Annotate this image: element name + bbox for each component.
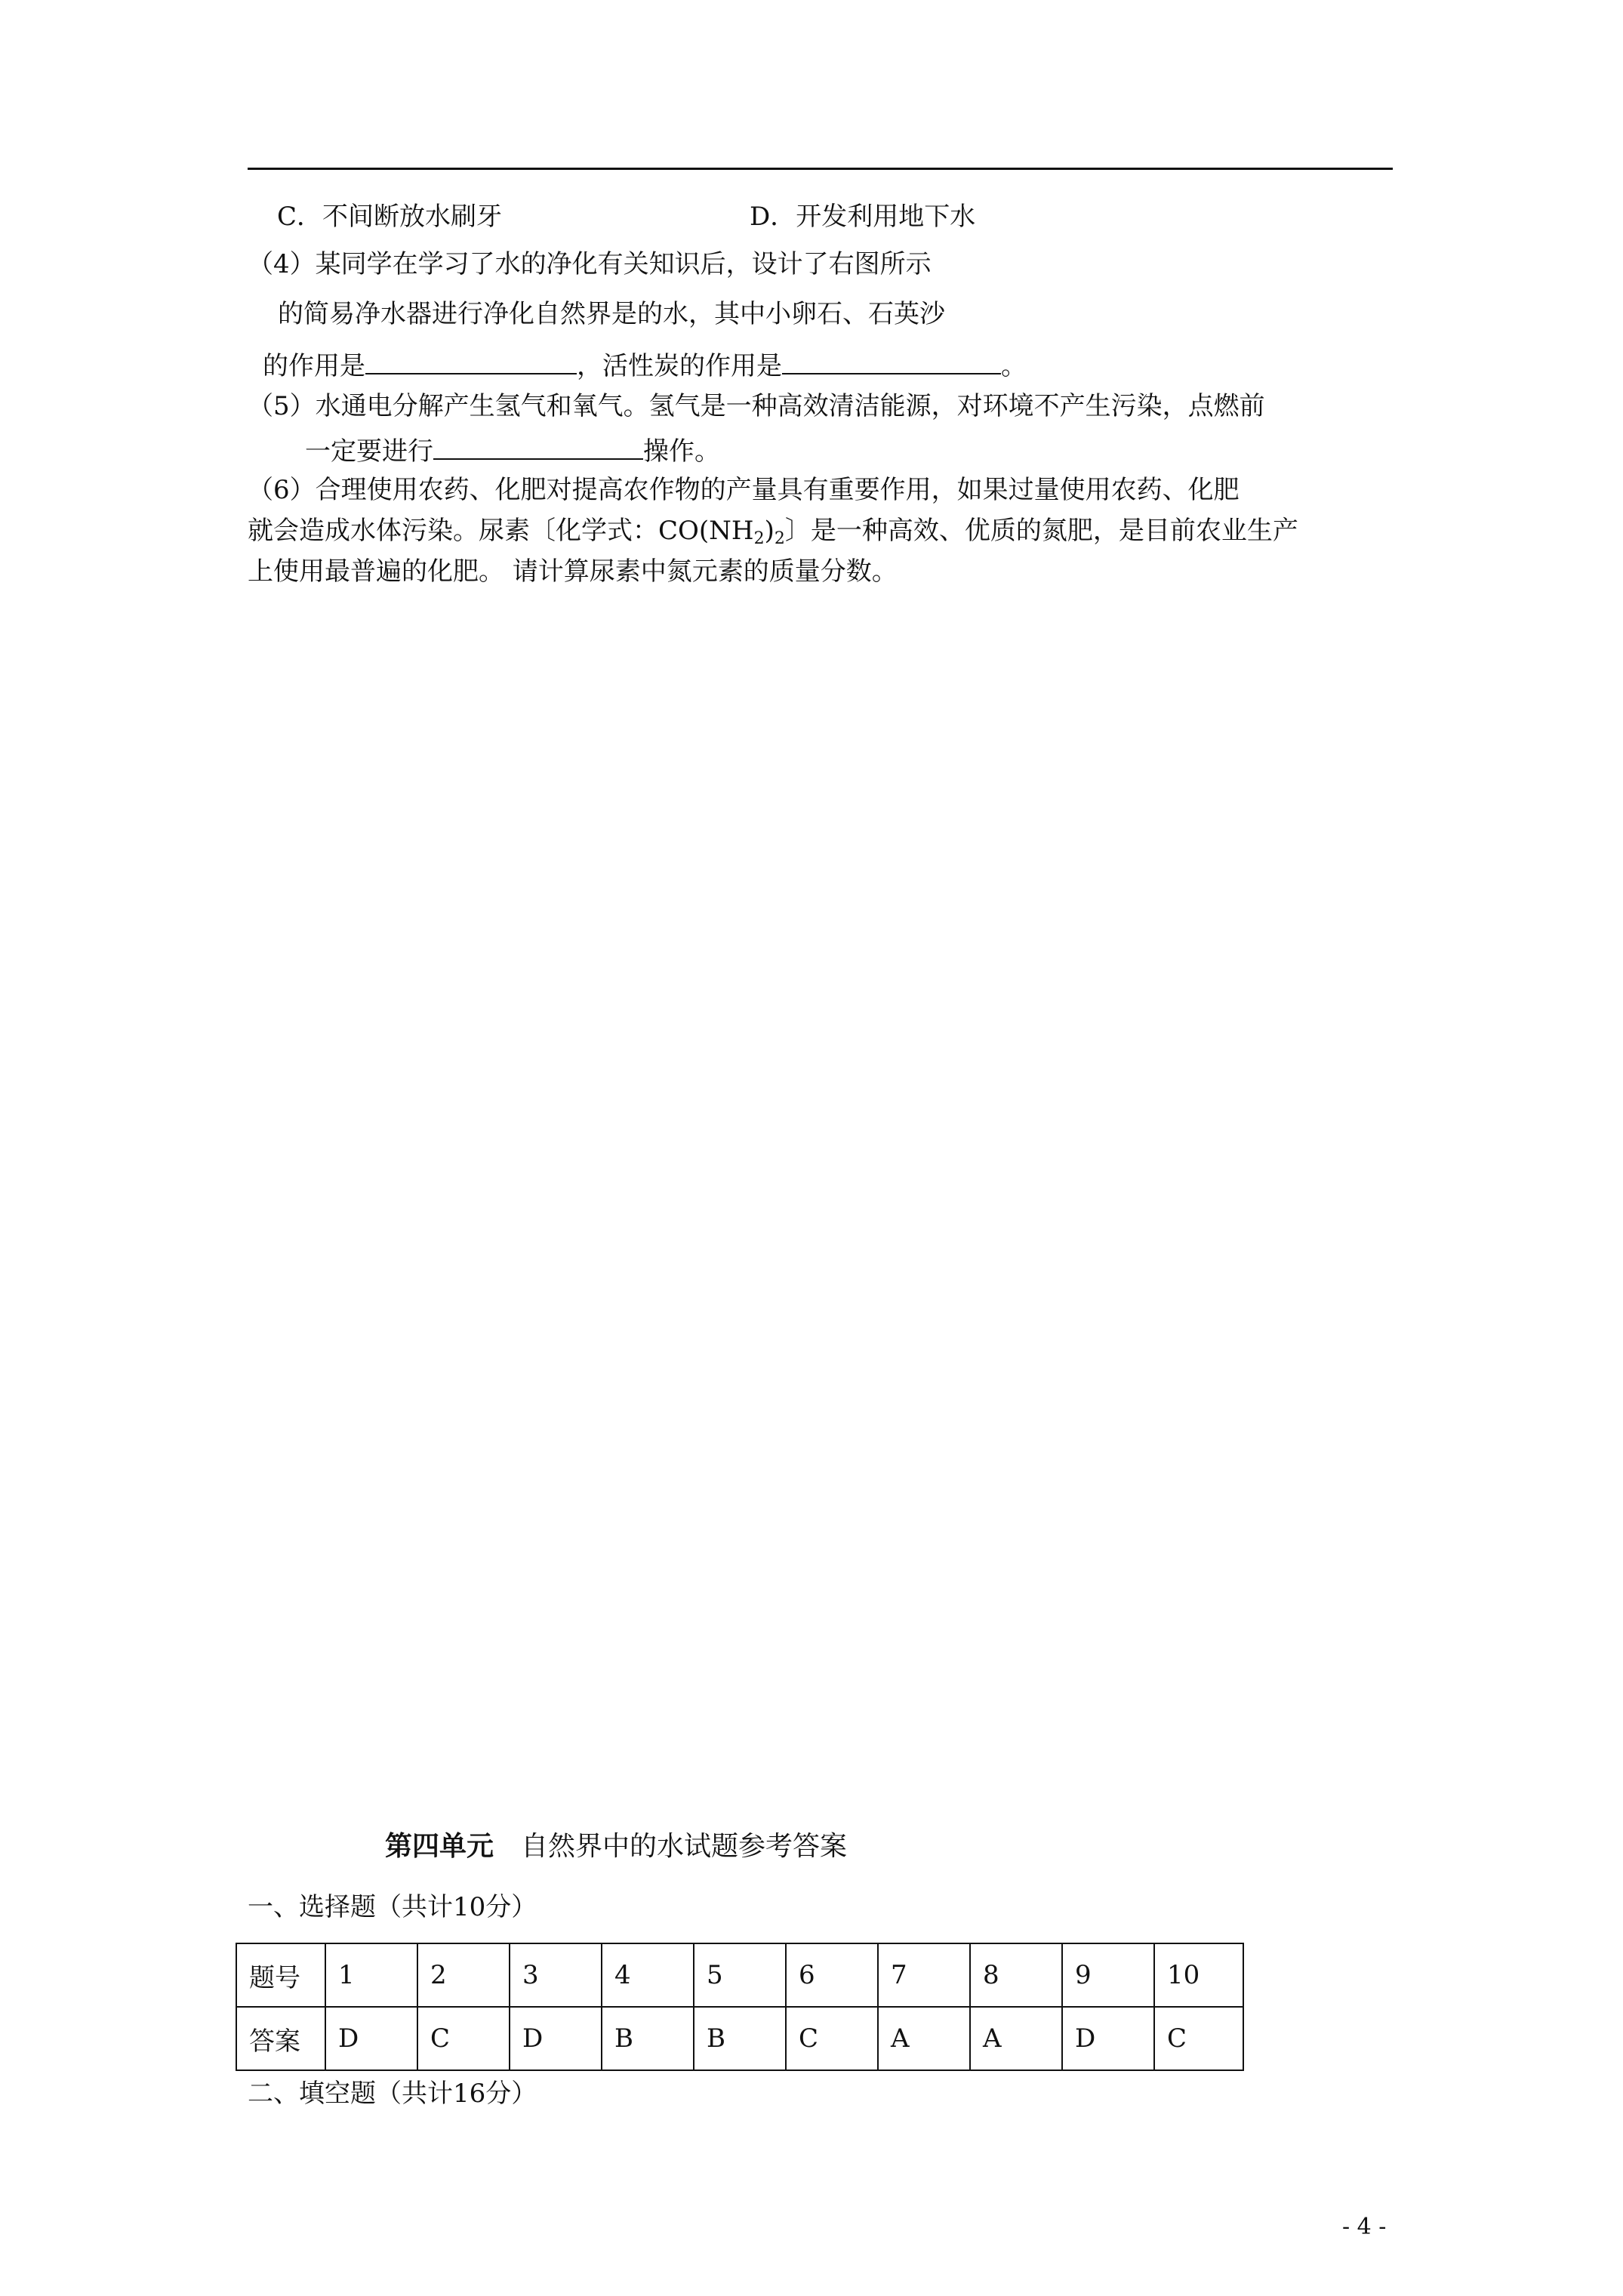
section-choice-heading: 一、选择题（共计10分） (248, 1892, 537, 1922)
question-number-cell: 1 (325, 1943, 417, 2007)
answer-cell: D (510, 2007, 602, 2070)
table-header-cell: 题号 (236, 1943, 325, 2007)
answer-cell: B (602, 2007, 694, 2070)
q6-text-c: 〕是一种高效、优质的氮肥，是目前农业生产 (784, 516, 1298, 546)
q4-line-2: 的简易净水器进行净化自然界是的水，其中小卵石、石英沙 (278, 299, 945, 329)
table-row (236, 1943, 1243, 2007)
question-number-cell: 8 (970, 1943, 1062, 2007)
answer-cell: C (786, 2007, 878, 2070)
q6-subscript-2: 2 (774, 529, 785, 548)
q4-text-b: ，活性炭的作用是 (577, 351, 782, 381)
page-number: - 4 - (1342, 2214, 1387, 2240)
header-rule (248, 168, 1393, 170)
q4-blank-carbon[interactable] (782, 347, 1001, 374)
question-number-cell: 9 (1062, 1943, 1154, 2007)
question-number-cell: 5 (694, 1943, 786, 2007)
q6-subscript-1: 2 (753, 529, 765, 548)
question-number-cell: 10 (1154, 1943, 1243, 2007)
q4-text-c: 。 (1001, 351, 1027, 381)
answers-title-rest: 自然界中的水试题参考答案 (521, 1831, 848, 1862)
table-row (236, 2007, 1243, 2070)
q6-text-b: ) (764, 516, 775, 546)
q6-line-2 (248, 514, 1298, 556)
q5-blank-operation[interactable] (433, 433, 643, 460)
answer-cell: B (694, 2007, 786, 2070)
q3-option-c: C．不间断放水刷牙 (277, 202, 503, 232)
q4-text-a: 的作用是 (263, 351, 365, 381)
table-header-cell: 答案 (236, 2007, 325, 2070)
answer-cell: C (1154, 2007, 1243, 2070)
answer-cell: D (325, 2007, 417, 2070)
question-number-cell: 2 (417, 1943, 510, 2007)
section-fill-heading: 二、填空题（共计16分） (248, 2079, 537, 2109)
answer-cell: A (878, 2007, 970, 2070)
question-number-cell: 4 (602, 1943, 694, 2007)
q5-line-1: （5）水通电分解产生氢气和氧气。氢气是一种高效清洁能源，对环境不产生污染，点燃前 (248, 391, 1265, 421)
answers-title-unit: 第四单元 (385, 1830, 494, 1862)
q6-line-3: 上使用最普遍的化肥。 请计算尿素中氮元素的质量分数。 (248, 556, 898, 587)
answer-table (236, 1943, 1244, 2071)
q5-text-b: 操作。 (643, 436, 720, 467)
question-number-cell: 3 (510, 1943, 602, 2007)
q3-option-d: D．开发利用地下水 (750, 202, 976, 232)
q6-line-1: （6）合理使用农药、化肥对提高农作物的产量具有重要作用，如果过量使用农药、化肥 (248, 475, 1240, 505)
q5-text-a: 一定要进行 (305, 436, 433, 467)
question-number-cell: 6 (786, 1943, 878, 2007)
answer-cell: A (970, 2007, 1062, 2070)
q4-blank-pebbles[interactable] (365, 347, 577, 374)
answers-title (385, 1829, 847, 1864)
q6-text-a: 就会造成水体污染。尿素〔化学式：CO(NH (248, 516, 754, 546)
answer-cell: D (1062, 2007, 1154, 2070)
q5-line-2 (305, 433, 720, 468)
question-number-cell: 7 (878, 1943, 970, 2007)
q4-line-1: （4）某同学在学习了水的净化有关知识后，设计了右图所示 (248, 249, 932, 279)
answer-cell: C (417, 2007, 510, 2070)
q4-line-3 (263, 347, 1027, 383)
